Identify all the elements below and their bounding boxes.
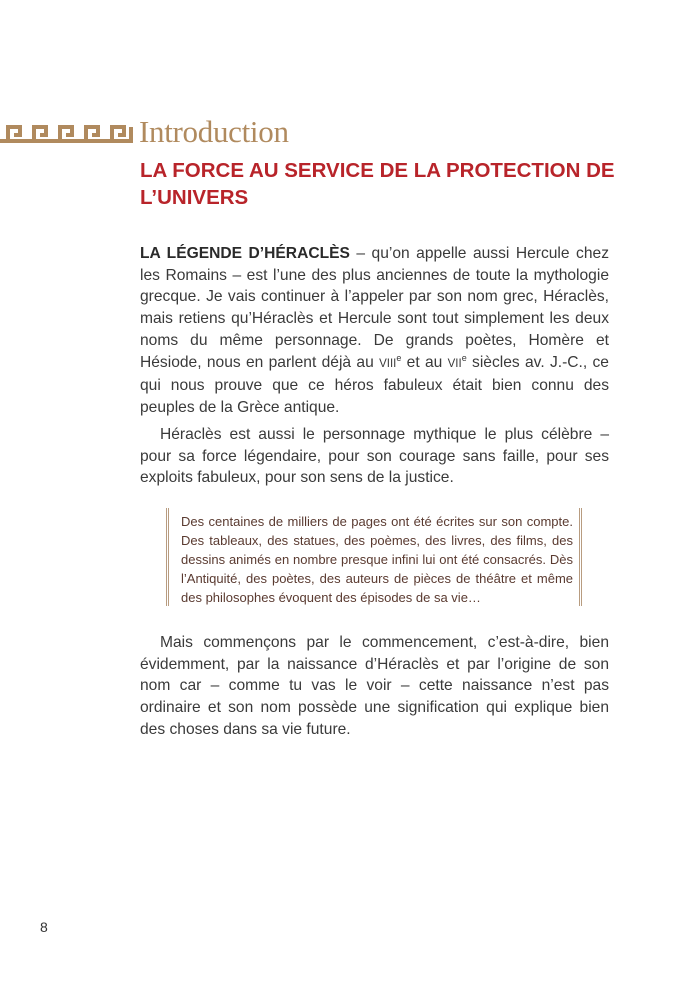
page-title: LA FORCE AU SERVICE DE LA PROTECTION DE L’UNIVERS bbox=[140, 159, 615, 209]
superscript: e bbox=[396, 352, 402, 363]
paragraph-text: – qu’on appelle aussi Hercule chez les Romains – est l’une des plus anciennes de toute la mythologie grecque. Je vais continuer à l’appeler par son nom grec, Héraclès, mais retiens qu’Héraclès et Hercule sont tout simplement les deux noms du même personnage. De grands poètes, Homère et Hésiode, nous en parlent déjà au bbox=[140, 245, 609, 371]
century-numeral: VIII bbox=[379, 357, 397, 370]
century-numeral: VII bbox=[447, 357, 462, 370]
quote-text: Des centaines de milliers de pages ont été écrites sur son compte. Des tableaux, des statues, des poèmes, des livres, des films, des dessins animés en nombre presque infini lui ont été consacrés. Dès l’Antiquité, des poètes, des auteurs de pièces de théâtre et même des philosophes évoquent des épisodes de sa vie… bbox=[181, 514, 573, 605]
section-label: Introduction bbox=[139, 114, 289, 149]
paragraph-1 bbox=[140, 243, 609, 419]
greek-key-ornament-icon bbox=[0, 123, 133, 145]
paragraph-3: Mais commençons par le commencement, c’est-à-dire, bien évidemment, par la naissance d’Héraclès et par l’origine de son nom car – comme tu vas le voir – cette naissance n’est pas ordinaire et son nom possède une signification qui explique bien des choses dans sa vie future. bbox=[140, 634, 609, 738]
paragraph-2: Héraclès est aussi le personnage mythique le plus célèbre – pour sa force légendaire, pour son courage sans faille, pour ses exploits fabuleux, pour son sens de la justice. bbox=[140, 426, 609, 487]
lead-in: LA LÉGENDE D’HÉRACLÈS bbox=[140, 245, 350, 262]
paragraph-text: et au bbox=[401, 353, 448, 371]
page-number: 8 bbox=[40, 919, 48, 935]
pull-quote bbox=[166, 508, 582, 606]
paragraph-text: siècles av. J.-C., ce qui nous prouve que ce héros fabuleux était bien connu des peuples de la Grèce antique. bbox=[140, 353, 609, 416]
superscript: e bbox=[461, 352, 467, 363]
